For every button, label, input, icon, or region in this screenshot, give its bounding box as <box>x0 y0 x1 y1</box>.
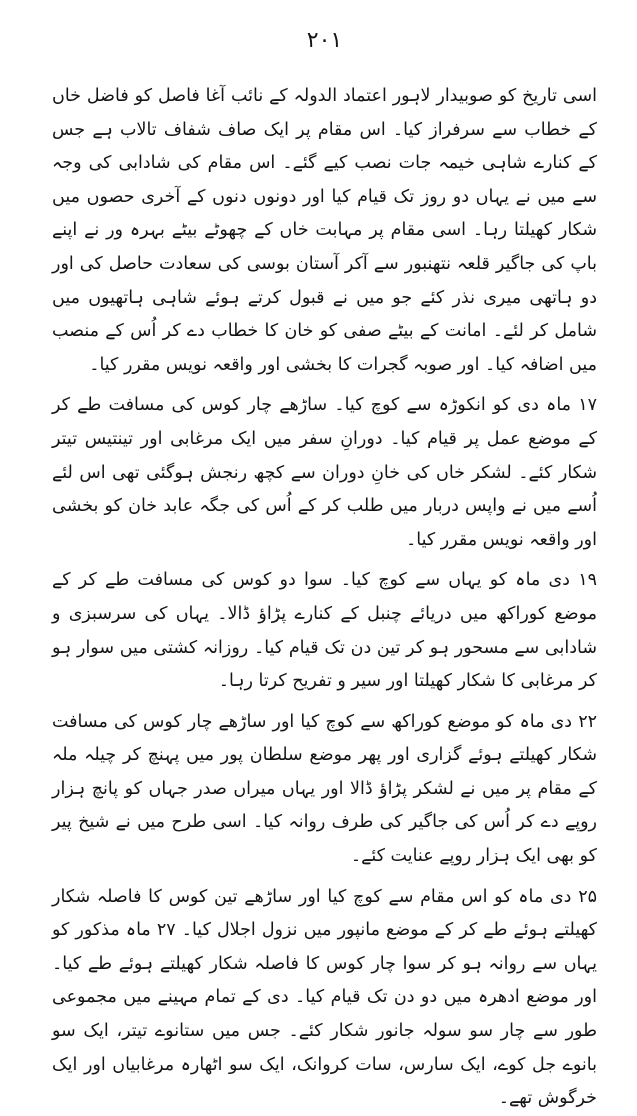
page-content <box>52 80 597 1116</box>
paragraph: ۲۵ دی ماہ کو اس مقام سے کوچ کیا اور ساڑھے تین کوس کا فاصلہ شکار کھیلتے ہوئے طے کر کے موضع مانپور میں نزول اجلال کیا۔ ۲۷ ماہ مذکور کو یہاں سے روانہ ہو کر سوا چار کوس کا فاصلہ شکار کھیلتے ہوئے طے کیا۔ اور موضع ادھرہ میں دو دن تک قیام کیا۔ دی کے تمام مہینے میں مجموعی طور سے چار سو سولہ جانور شکار کئے۔ جس میں ستانوے تیتر، ایک سو بانوے جل کوے، ایک سارس، سات کروانک، ایک سو اٹھارہ مرغابیاں اور ایک خرگوش تھے۔ <box>52 886 597 1109</box>
paragraph: ۱۹ دی ماہ کو یہاں سے کوچ کیا۔ سوا دو کوس کی مسافت طے کر کے موضع کوراکھ میں دریائے چنبل کے کنارے پڑاؤ ڈالا۔ یہاں کی سرسبزی و شادابی سے مسحور ہو کر تین دن تک قیام کیا۔ روزانہ کشتی میں سوار ہو کر مرغابی کا شکار کھیلتا اور سیر و تفریح کرتا رہا۔ <box>52 570 597 692</box>
page-number: ۲۰۱ <box>306 28 343 53</box>
paragraph: اسی تاریخ کو صوبیدار لاہور اعتماد الدولہ کے نائب آغا فاصل کو فاضل خاں کے خطاب سے سرفراز کیا۔ اس مقام پر ایک صاف شفاف تالاب ہے جس کے کنارے شاہی خیمہ جات نصب کیے گئے۔ اس مقام کی شادابی کی وجہ سے میں نے یہاں دو روز تک قیام کیا اور دونوں دنوں کے آخری حصوں میں شکار کھیلتا رہا۔ اسی مقام پر مہابت خاں کے چھوٹے بیٹے بہرہ ور نے اپنے باپ کی جاگیر قلعہ نتھنبور سے آکر آستان بوسی کی سعادت حاصل کی اور دو ہاتھی میری نذر کئے جو میں نے قبول کرتے ہوئے شاہی ہاتھیوں میں شامل کر لئے۔ امانت کے بیٹے صفی کو خان کا خطاب دے کر اُس کے منصب میں اضافہ کیا۔ اور صوبہ گجرات کا بخشی اور واقعہ نویس مقرر کیا۔ <box>52 86 597 375</box>
paragraph: ۲۲ دی ماہ کو موضع کوراکھ سے کوچ کیا اور ساڑھے چار کوس کی مسافت شکار کھیلتے ہوئے گزاری اور پھر موضع سلطان پور میں پہنچ کر چیلہ ملہ کے مقام پر میں نے لشکر پڑاؤ ڈالا اور یہاں میراں صدر جہاں کو پانچ ہزار روپے دے کر اُس کی جاگیر کی طرف روانہ کیا۔ اسی طرح میں نے شیخ پیر کو بھی ایک ہزار روپے عنایت کئے۔ <box>52 711 597 867</box>
paragraph: ۱۷ ماہ دی کو انکوڑہ سے کوچ کیا۔ ساڑھے چار کوس کی مسافت طے کر کے موضع عمل پر قیام کیا۔ دورانِ سفر میں ایک مرغابی اور تینتیس تیتر شکار کئے۔ لشکر خاں کی خانِ دوران سے کچھ رنجش ہوگئی تھی اس لئے اُسے میں نے واپس دربار میں طلب کر کے اُس کی جگہ عابد خان کو بخشی اور واقعہ نویس مقرر کیا۔ <box>52 395 597 550</box>
